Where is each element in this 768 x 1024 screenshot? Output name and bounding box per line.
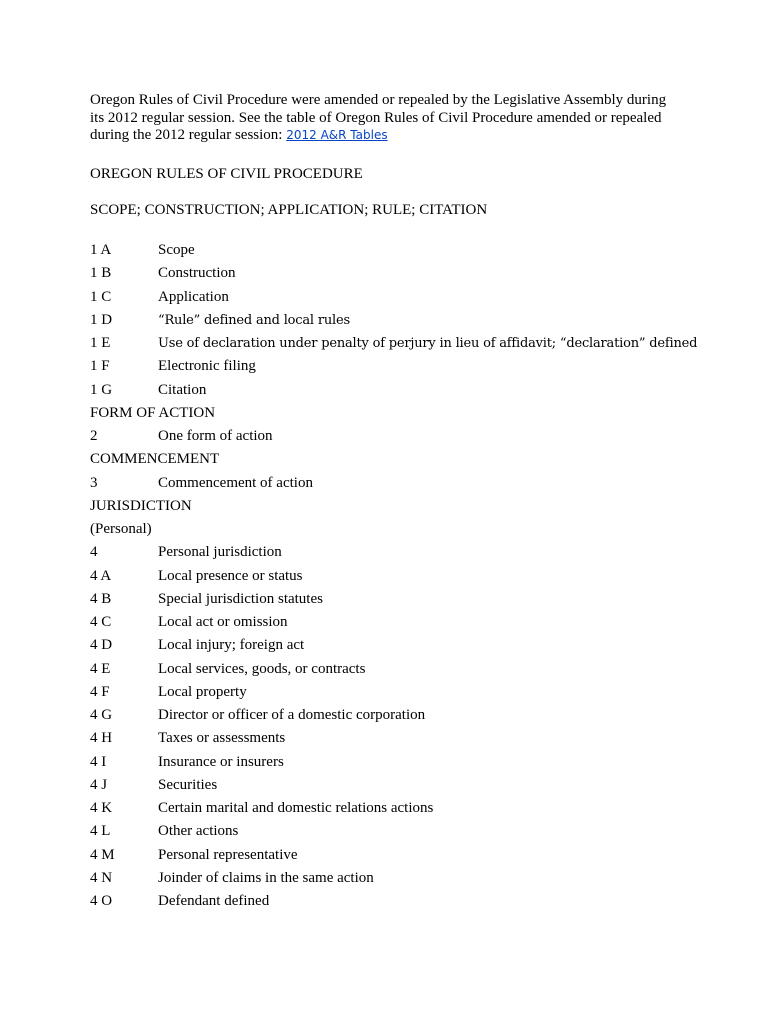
rule-title: Use of declaration under penalty of perjury in lieu of affidavit; “declaration” defined bbox=[158, 336, 698, 351]
rule-title: Special jurisdiction statutes bbox=[158, 590, 323, 607]
rule-title: Personal representative bbox=[158, 846, 298, 863]
rule-number: 4 O bbox=[90, 893, 113, 909]
rule-row bbox=[90, 753, 690, 776]
rule-number: 4 K bbox=[90, 800, 113, 816]
intro-text: Oregon Rules of Civil Procedure were amended or repealed by the Legislative Assembly during its 2012 regular session. See the table of Oregon Rules of Civil Procedure amended or repealed during the 2012 regular session: bbox=[90, 92, 667, 143]
intro-paragraph bbox=[90, 92, 680, 145]
section-heading-row bbox=[90, 404, 690, 427]
rule-number: 1 C bbox=[90, 288, 112, 305]
rule-number: 4 A bbox=[90, 567, 112, 584]
rule-row bbox=[90, 799, 690, 822]
rule-title: Local presence or status bbox=[158, 567, 303, 584]
rule-row bbox=[90, 543, 690, 566]
ar-tables-link[interactable]: 2012 A&R Tables bbox=[286, 128, 388, 142]
rule-title: Defendant defined bbox=[158, 893, 270, 909]
rule-row bbox=[90, 264, 690, 287]
rule-row bbox=[90, 567, 690, 590]
rule-number: 4 I bbox=[90, 753, 107, 770]
rule-row bbox=[90, 660, 690, 683]
section-heading: (Personal) bbox=[90, 521, 152, 537]
rule-number: 1 E bbox=[90, 335, 111, 351]
rule-title: Citation bbox=[158, 381, 207, 398]
rule-number: 1 G bbox=[90, 381, 113, 398]
section-heading: COMMENCEMENT bbox=[90, 451, 220, 468]
rule-number: 4 H bbox=[90, 730, 113, 747]
rule-row bbox=[90, 590, 690, 613]
rule-title: Application bbox=[158, 288, 229, 305]
rule-title: Local injury; foreign act bbox=[158, 637, 305, 654]
rule-number: 4 B bbox=[90, 590, 112, 607]
rule-row bbox=[90, 869, 690, 892]
rule-number: 4 C bbox=[90, 614, 112, 630]
section-heading-row bbox=[90, 450, 690, 473]
rule-title: Certain marital and domestic relations actions bbox=[158, 800, 434, 816]
rule-title: Director or officer of a domestic corporation bbox=[158, 707, 426, 723]
rule-number: 4 J bbox=[90, 776, 108, 793]
rule-row bbox=[90, 846, 690, 869]
rule-row bbox=[90, 381, 690, 404]
rule-title: Local act or omission bbox=[158, 614, 288, 630]
rule-row bbox=[90, 427, 690, 450]
rule-number: 1 A bbox=[90, 242, 112, 258]
rule-title: Joinder of claims in the same action bbox=[158, 869, 374, 886]
rule-title: Personal jurisdiction bbox=[158, 544, 282, 561]
rule-title: Other actions bbox=[158, 823, 239, 840]
section-heading-row bbox=[90, 497, 690, 520]
rule-number: 4 F bbox=[90, 683, 110, 700]
rule-title: Insurance or insurers bbox=[158, 753, 284, 770]
rule-title: Taxes or assessments bbox=[158, 730, 286, 747]
rule-number: 4 G bbox=[90, 707, 113, 723]
rule-number: 4 M bbox=[90, 846, 115, 863]
rule-row bbox=[90, 776, 690, 799]
rule-title: Commencement of action bbox=[158, 474, 313, 491]
section-heading: FORM OF ACTION bbox=[90, 404, 216, 421]
rule-row bbox=[90, 729, 690, 752]
rule-number: 4 E bbox=[90, 660, 111, 677]
rule-row bbox=[90, 288, 690, 311]
rule-number: 1 F bbox=[90, 358, 110, 375]
rule-row bbox=[90, 334, 698, 357]
rule-row bbox=[90, 474, 690, 497]
rule-title: Construction bbox=[158, 265, 236, 282]
rule-number: 1 D bbox=[90, 311, 113, 328]
rule-title: Securities bbox=[158, 776, 218, 793]
rule-row bbox=[90, 613, 690, 636]
rule-row bbox=[90, 706, 690, 729]
rule-number: 2 bbox=[90, 428, 98, 444]
rule-row bbox=[90, 636, 690, 659]
rule-number: 4 L bbox=[90, 823, 111, 840]
rule-title: One form of action bbox=[158, 428, 273, 444]
rule-row bbox=[90, 241, 690, 264]
rule-title: Scope bbox=[158, 242, 195, 258]
rule-row bbox=[90, 822, 690, 845]
document-title: OREGON RULES OF CIVIL PROCEDURE bbox=[90, 166, 363, 182]
rule-row bbox=[90, 683, 690, 706]
section-heading-row bbox=[90, 520, 690, 543]
rule-title: “Rule” defined and local rules bbox=[158, 312, 350, 328]
rule-row bbox=[90, 357, 690, 380]
rule-title: Local services, goods, or contracts bbox=[158, 660, 366, 677]
document-page bbox=[90, 92, 698, 909]
rule-number: 4 bbox=[90, 544, 98, 561]
rule-number: 4 N bbox=[90, 869, 113, 886]
rules-table-of-contents bbox=[90, 241, 698, 915]
rule-row bbox=[90, 311, 690, 334]
rule-number: 1 B bbox=[90, 265, 112, 282]
rule-number: 3 bbox=[90, 474, 98, 491]
rule-title: Local property bbox=[158, 683, 247, 700]
section-heading: JURISDICTION bbox=[90, 497, 192, 514]
rule-row bbox=[90, 892, 690, 915]
rule-title: Electronic filing bbox=[158, 358, 256, 375]
rule-number: 4 D bbox=[90, 637, 113, 654]
scope-heading: SCOPE; CONSTRUCTION; APPLICATION; RULE; CITATION bbox=[90, 202, 488, 218]
